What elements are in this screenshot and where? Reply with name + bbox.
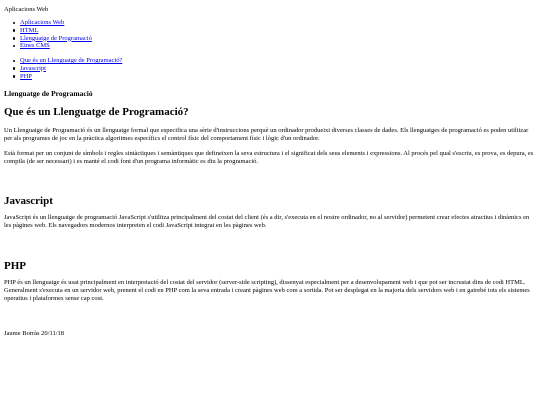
paragraph-que-es-1: Un Llenguatge de Programació és un llenguatge formal que especifica una sèrie d'instruccions perquè un ordinador produeixi diverses classes de dades. Els llenguatges de programació es poden utilitzar per als programes de joc en la pràctica algoritmes específics el control físic del comportament físic i lògic d'un ordinador. xyxy=(4,127,529,142)
paragraph-que-es-2: Està format per un conjunt de símbols i regles sintàctiques i semàntiques que defineixen la seva estructura i el significat dels seus elements i expressions. Al procés pel qual s'escriu, es prova, es depura, es compila (de ser necessari) i es manté el codi font d'un programa informàtic es diu la programació. xyxy=(4,150,534,165)
nav-link-llenguatge-programacio[interactable]: Llenguatge de Programació xyxy=(20,34,92,42)
section-heading-php: PHP xyxy=(4,260,26,272)
main-nav-item xyxy=(4,19,92,27)
paragraph-php: PHP és un llenguatge és usat principalment en interpretació del costat del servidor (server-side scripting), dissenyat especialment per a desenvolupament web i que pot ser incrustat dins de codi HTML. Generalment s'executa en un servidor web, prenent el codi en PHP com la seva entrada i creant pàgines web com a sortida. Pot ser desplegat en la majoria dels servidors web i en gairebé tots els sistemes operatius i plataformes sense cap cost. xyxy=(4,279,530,302)
main-nav-item xyxy=(4,35,92,43)
paragraph-javascript: JavaScript és un llenguatge de programació JavaScript s'utilitza principalment del costat del client (és a dir, s'executa en el nostre ordinador, no al servidor) permetent crear efectes atractius i dinàmics en les pàgines web. Els navegadors modernos interpreten el codi JavaScript integrat en les pàgines web. xyxy=(4,214,530,229)
anchor-link-php[interactable]: PHP xyxy=(20,72,32,80)
sub-nav-item xyxy=(4,57,122,65)
page-heading: Llenguatge de Programació xyxy=(4,89,93,98)
nav-link-eines-cms[interactable]: Eines CMS xyxy=(20,42,50,50)
footer: Jaume Borràs 20/11/18 xyxy=(4,330,65,337)
nav-link-aplicacions-web[interactable]: Aplicacions Web xyxy=(20,19,65,26)
main-nav-item xyxy=(4,42,92,50)
sub-nav-item xyxy=(4,65,122,73)
sub-nav xyxy=(4,57,122,80)
section-heading-que-es: Que és un Llenguatge de Programació? xyxy=(4,106,189,118)
site-title: Aplicacions Web xyxy=(4,6,49,13)
anchor-link-javascript[interactable]: Javascript xyxy=(20,64,46,72)
sub-nav-item xyxy=(4,73,122,81)
section-heading-javascript: Javascript xyxy=(4,195,53,207)
main-nav xyxy=(4,19,92,50)
anchor-link-que-es[interactable]: Que és un Llenguatge de Programació? xyxy=(20,57,123,64)
main-nav-item xyxy=(4,27,92,35)
nav-link-html[interactable]: HTML xyxy=(20,26,39,34)
